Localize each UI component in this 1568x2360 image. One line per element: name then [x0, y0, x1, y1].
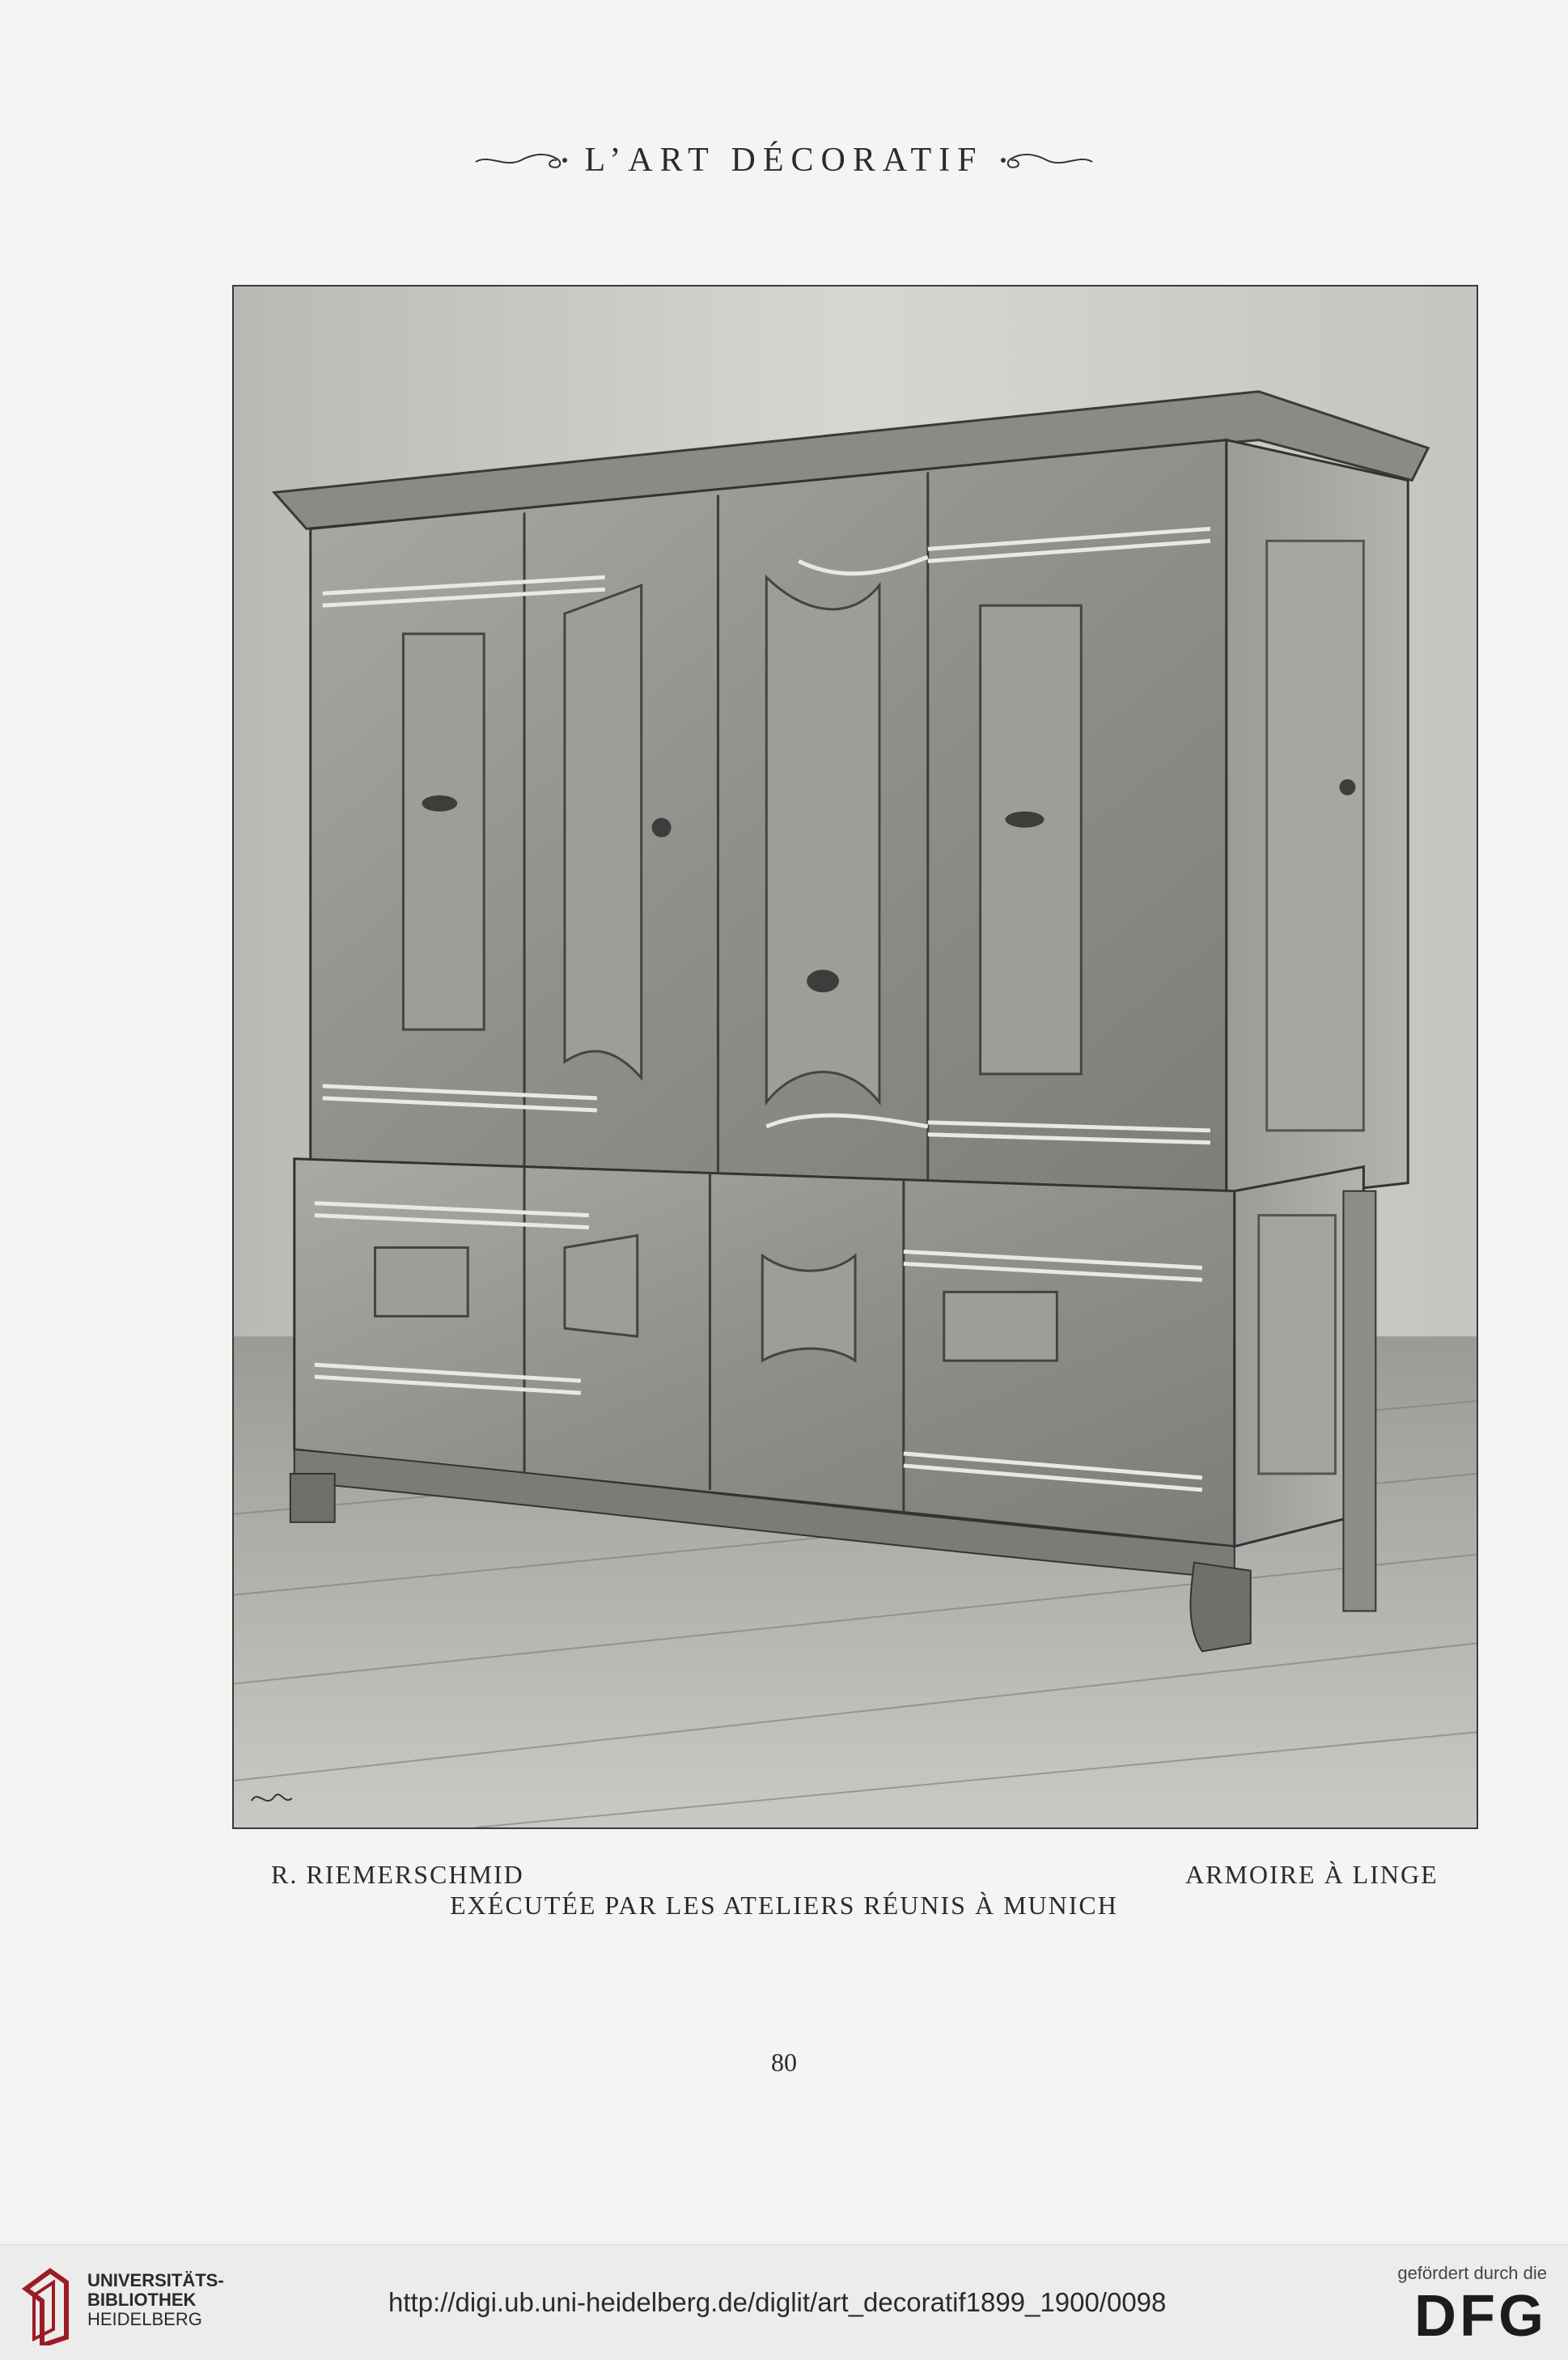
dfg-logo[interactable]: DFG: [1414, 2284, 1547, 2349]
armoire-illustration: [234, 287, 1477, 1827]
caption-object: ARMOIRE À LINGE: [1185, 1860, 1439, 1889]
permalink-url[interactable]: http://digi.ub.uni-heidelberg.de/diglit/art_decoratif1899_1900/0098: [388, 2287, 1167, 2317]
funder-block: [1397, 2263, 1547, 2349]
right-flourish-icon: [998, 146, 1095, 175]
page-number: 80: [771, 2048, 797, 2077]
library-name-line-1: UNIVERSITÄTS-: [87, 2270, 224, 2290]
university-library-logo-icon[interactable]: [18, 2264, 74, 2345]
header-title: L’ART DÉCORATIF: [584, 142, 984, 179]
running-header: [0, 136, 1568, 185]
library-name: [87, 2271, 224, 2329]
left-flourish-icon: [473, 146, 570, 175]
caption-designer: R. RIEMERSCHMID: [271, 1860, 524, 1889]
caption-maker: EXÉCUTÉE PAR LES ATELIERS RÉUNIS À MUNICH: [450, 1891, 1118, 1920]
armoire-photograph: [232, 285, 1478, 1829]
library-name-line-3: HEIDELBERG: [87, 2309, 202, 2329]
funder-label: gefördert durch die: [1397, 2263, 1547, 2283]
library-name-line-2: BIBLIOTHEK: [87, 2290, 197, 2310]
digitization-footer: [0, 2244, 1568, 2360]
